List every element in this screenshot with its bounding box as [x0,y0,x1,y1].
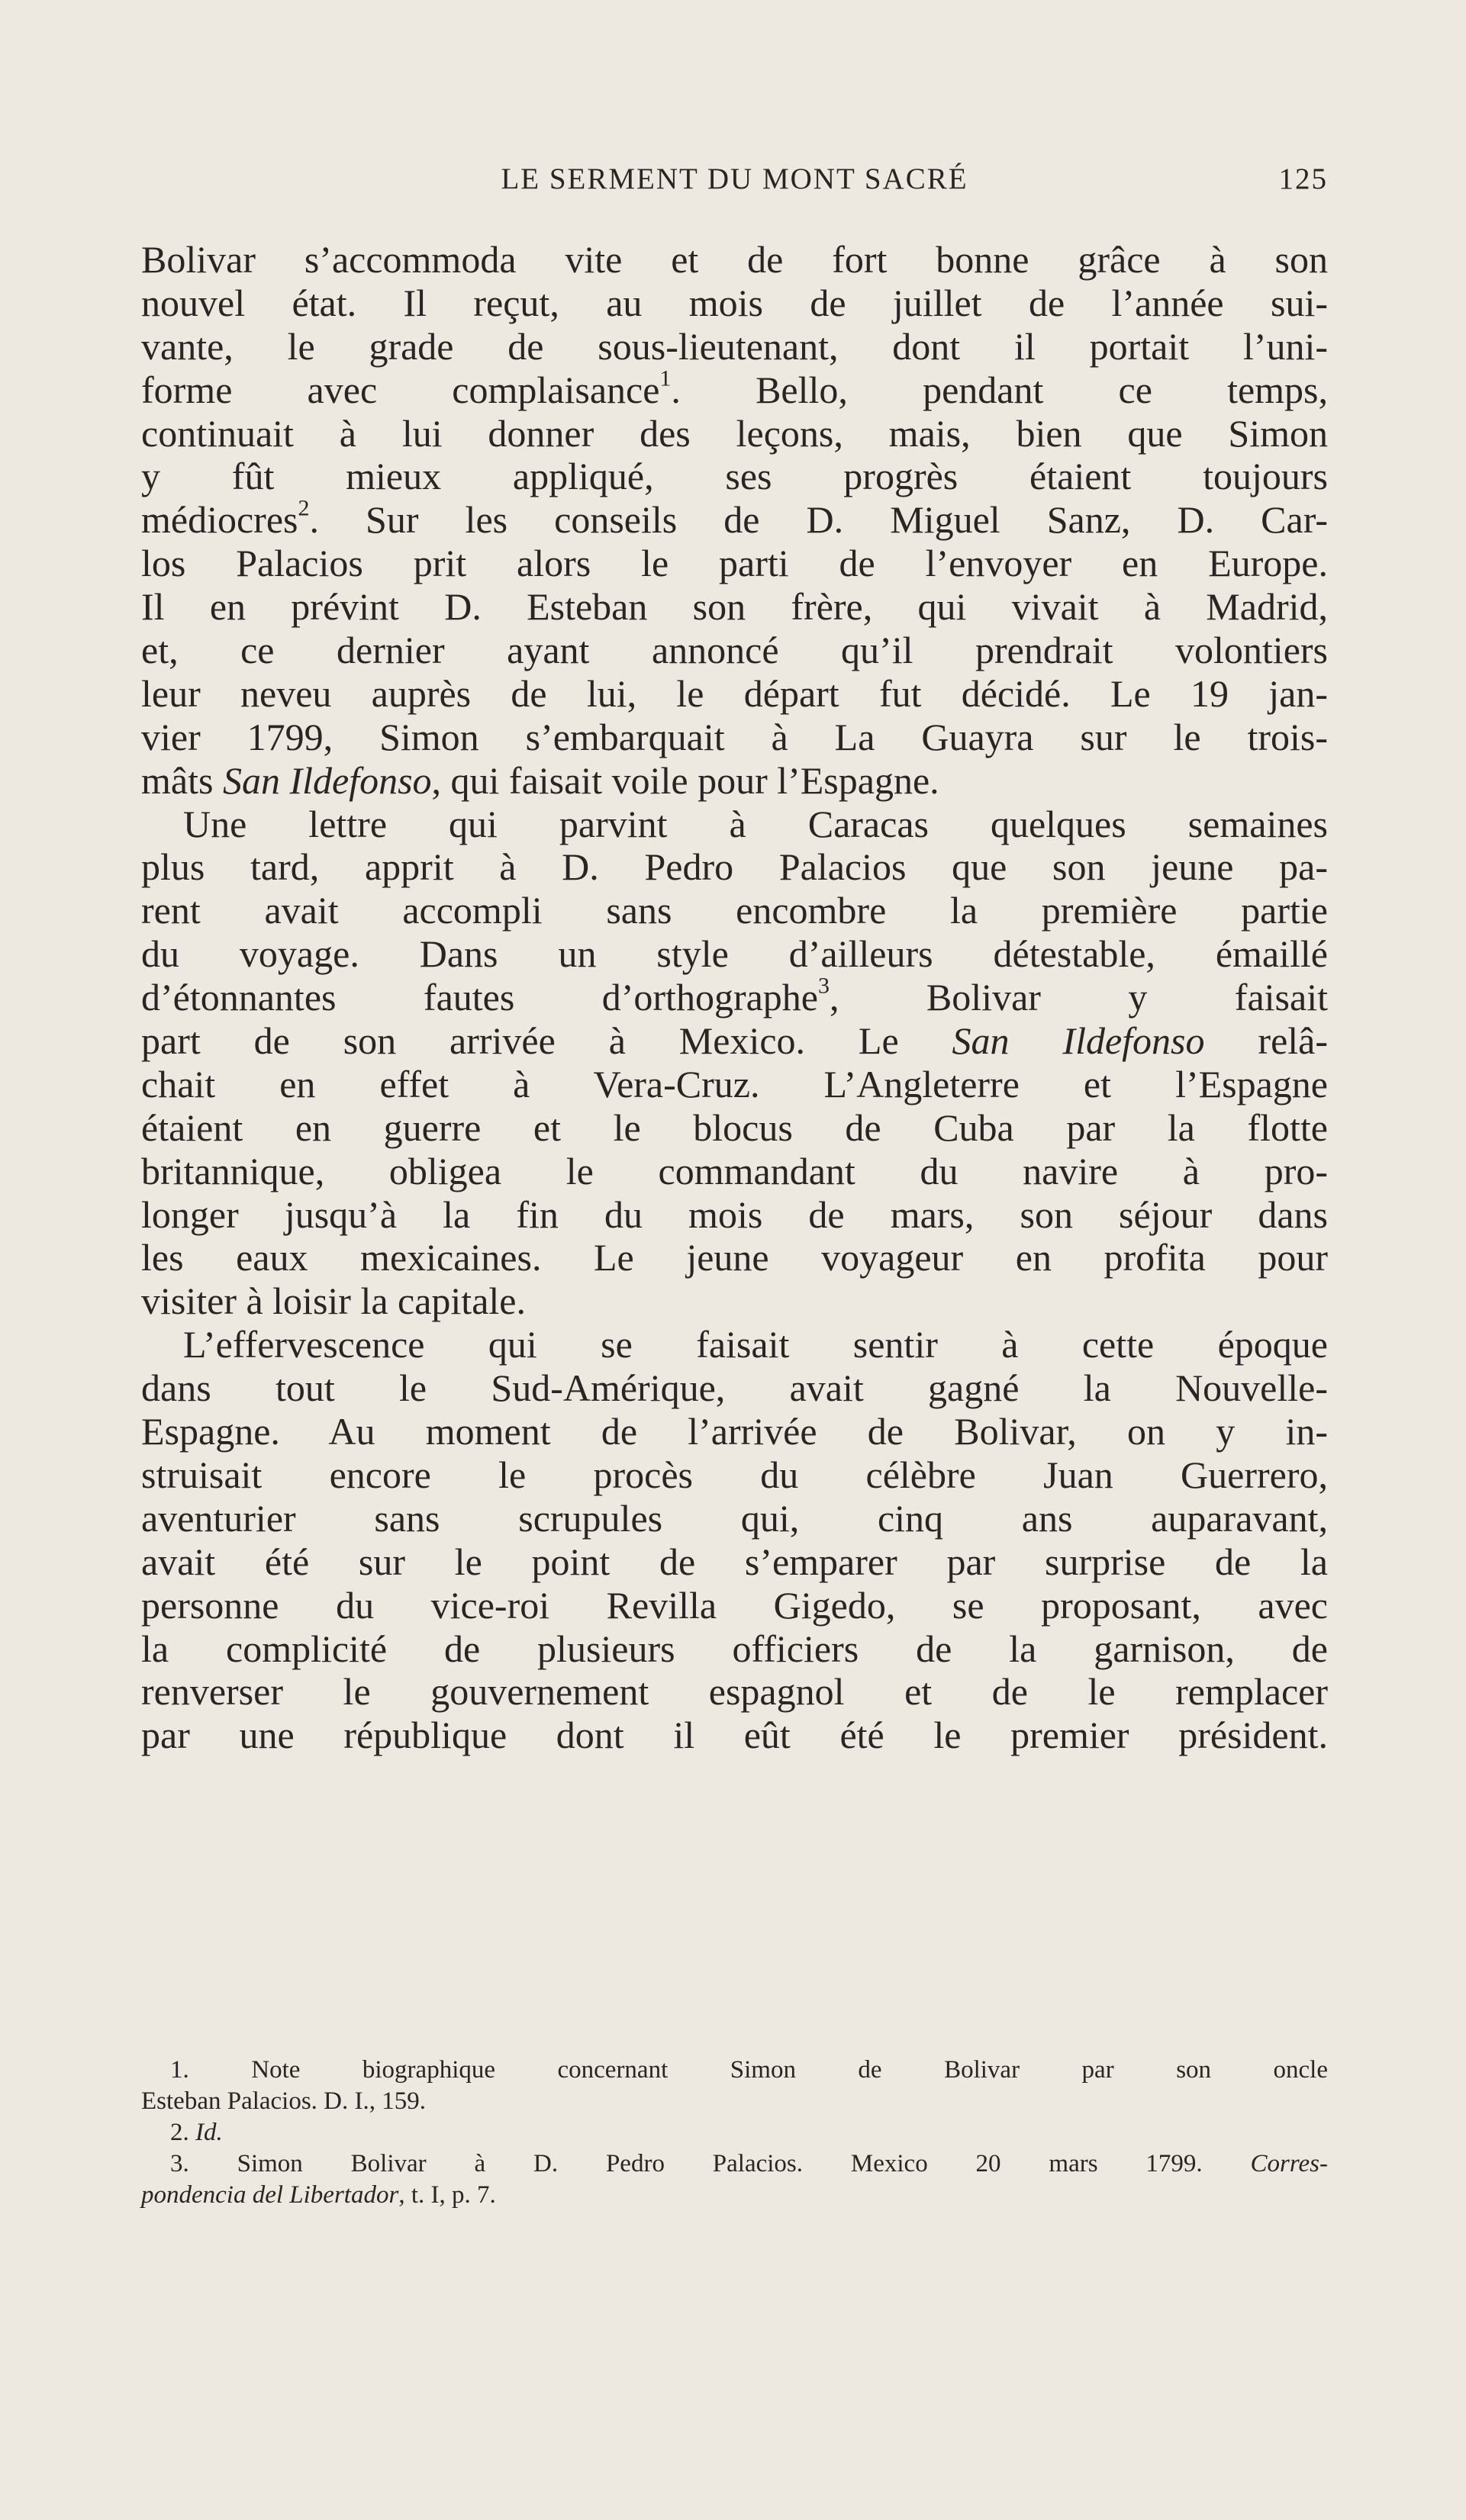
text-line: renverser le gouvernement espagnol et de le remplacer [141,1670,1328,1714]
footnote-2: 2. Id. [170,2119,223,2146]
text-line: rent avait accompli sans encombre la première partie [141,889,1328,932]
text-line: Une lettre qui parvint à Caracas quelques semaines [183,802,1328,845]
text-line: part de son arrivée à Mexico. Le San Ildefonso relâ- [141,1019,1328,1063]
text-line: leur neveu auprès de lui, le départ fut décidé. Le 19 jan- [141,671,1328,715]
footnote-1-continued: Esteban Palacios. D. I., 159. [141,2087,427,2115]
footnote-3: 3. Simon Bolivar à D. Pedro Palacios. Mexico 20 mars 1799. Corres- [170,2150,1328,2177]
text-line: aventurier sans scrupules qui, cinq ans auparavant, [141,1496,1328,1540]
text-line: avait été sur le point de s’emparer par surprise de la [141,1540,1328,1583]
text-line: forme avec complaisance$^1$. Bello, pendant ce temps, [141,365,1329,411]
text-line: les eaux mexicaines. Le jeune voyageur en profita pour [141,1236,1328,1279]
text-line: par une république dont il eût été le premier président. [141,1714,1328,1757]
footnotes [141,2055,1328,2211]
body-text [141,238,1328,1757]
text-line: longer jusqu’à la fin du mois de mars, son séjour dans [141,1192,1328,1236]
text-line: la complicité de plusieurs officiers de la garnison, de [141,1627,1328,1670]
text-line: et, ce dernier ayant annoncé qu’il prendrait volontiers [141,629,1328,672]
text-line: struisait encore le procès du célèbre Juan Guerrero, [141,1453,1328,1496]
text-line: étaient en guerre et le blocus de Cuba par la flotte [141,1106,1328,1149]
text-line: dans tout le Sud-Amérique, avait gagné la Nouvelle- [141,1366,1328,1410]
footnote-3-continued: pondencia del Libertador, t. I, p. 7. [141,2181,496,2209]
running-title: LE SERMENT DU MONT SACRÉ [501,163,968,195]
text-line: du voyage. Dans un style d’ailleurs détestable, émaillé [141,932,1328,976]
text-line: britannique, obligea le commandant du navire à pro- [141,1149,1328,1192]
page-number: 125 [1278,163,1328,195]
text-line: visiter à loisir la capitale. [141,1279,526,1323]
text-line: d’étonnantes fautes d’orthographe$^3$, Bolivar y faisait [141,973,1328,1019]
footnote-1: 1. Note biographique concernant Simon de Bolivar par son oncle [170,2056,1328,2084]
text-line: los Palacios prit alors le parti de l’envoyer en Europe. [141,542,1328,585]
text-line: médiocres$^2$. Sur les conseils de D. Miguel Sanz, D. Car- [141,495,1328,542]
text-line: continuait à lui donner des leçons, mais, bien que Simon [141,411,1328,455]
running-head [141,162,1328,208]
text-line: nouvel état. Il reçut, au mois de juillet de l’année sui- [141,281,1328,324]
text-line: mâts San Ildefonso, qui faisait voile pour l’Espagne. [141,758,939,802]
text-line: chait en effet à Vera-Cruz. L’Angleterre et l’Espagne [141,1062,1328,1106]
text-line: vier 1799, Simon s’embarquait à La Guayra sur le trois- [141,715,1328,758]
text-line: personne du vice-roi Revilla Gigedo, se proposant, avec [141,1583,1328,1627]
text-line: vante, le grade de sous-lieutenant, dont il portait l’uni- [141,324,1328,368]
text-line: plus tard, apprit à D. Pedro Palacios que son jeune pa- [141,845,1328,889]
text-line: Bolivar s’accommoda vite et de fort bonne grâce à son [141,238,1328,281]
text-line: Il en prévint D. Esteban son frère, qui vivait à Madrid, [141,585,1328,629]
text-line: Espagne. Au moment de l’arrivée de Bolivar, on y in- [141,1410,1328,1453]
text-line: y fût mieux appliqué, ses progrès étaient toujours [141,455,1328,498]
text-line: L’effervescence qui se faisait sentir à cette époque [183,1323,1328,1366]
